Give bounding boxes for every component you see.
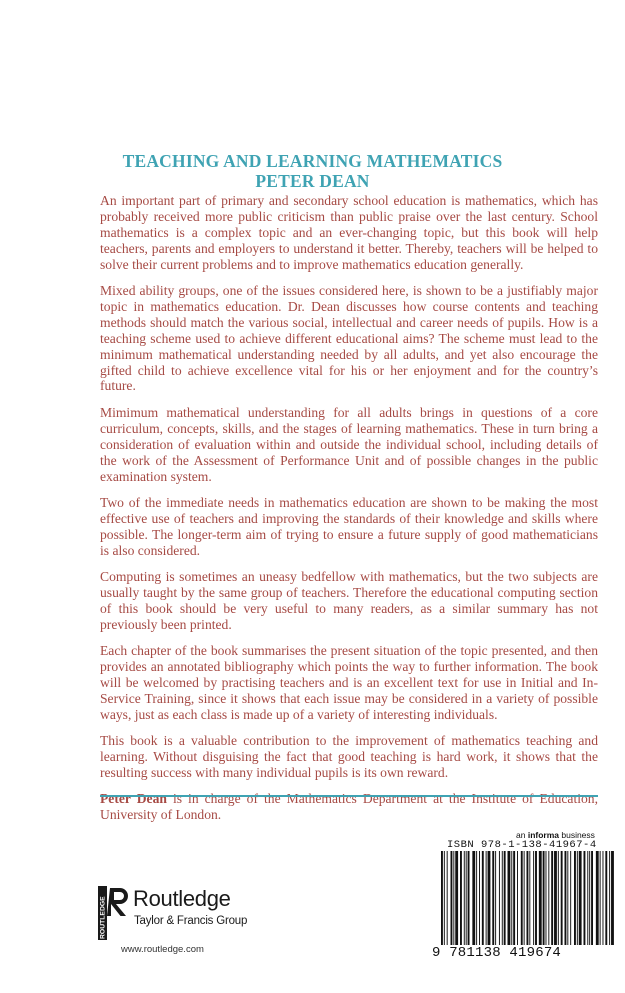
routledge-vertical-wordmark: ROUTLEDGE — [99, 896, 107, 939]
barcode-number: 9 781138 419674 — [432, 945, 622, 961]
isbn-label: ISBN 978-1-138-41967-4 — [447, 839, 597, 851]
author-bio-text: is in charge of the Mathematics Department at the Institute of Education, University of London. — [100, 791, 598, 823]
blurb-paragraph: Mimimum mathematical understanding for all adults brings in questions of a core curriculum, concepts, skills, and the stages of learning mathematics. These in turn bring a consideration of evaluation within and outside the individual school, including details of the work of the Assessment of Performance Unit and of possible changes in the public examination system. — [100, 404, 598, 484]
book-author: PETER DEAN — [255, 171, 370, 191]
blurb-paragraph: Computing is sometimes an uneasy bedfellow with mathematics, but the two subjects are usually taught by the same group of teachers. Therefore the educational computing section of this book should be very useful to many readers, as a similar summary has not previously been printed. — [100, 569, 598, 632]
blurb-paragraph: Each chapter of the book summarises the present situation of the topic presented, and then provides an annotated bibliography which points the way to further information. The book will be welcomed by practising teachers and is an excellent text for use in Initial and In-Service Training, since it shows that each issue may be considered in a variety of possible ways, just as each class is made up of a variety of interesting individuals. — [100, 643, 598, 722]
routledge-logo-icon — [97, 885, 129, 941]
book-title: TEACHING AND LEARNING MATHEMATICS — [122, 151, 503, 171]
publisher-group: Taylor & Francis Group — [134, 915, 248, 927]
blurb-paragraph: An important part of primary and secondary school education is mathematics, which has probably received more public criticism than public praise over the last century. School mathematics is a complex topic and an ever-changing topic, but this book will help teachers, parents and employers to understand it better. Thereby, teachers will be helped to solve their current problems and to improve mathematics education generally. — [100, 193, 598, 272]
informa-suffix: business — [559, 830, 595, 840]
blurb-paragraph: This book is a valuable contribution to the improvement of mathematics teaching and learning. Without disguising the fact that good teaching is hard work, it shows that the resulting success with many individual pupils is its own reward. — [100, 733, 598, 780]
publisher-url[interactable]: www.routledge.com — [121, 944, 204, 955]
blurb — [100, 193, 598, 834]
informa-word: informa — [527, 830, 559, 840]
informa-prefix: an — [516, 830, 528, 840]
publisher-name: Routledge — [133, 886, 231, 911]
blurb-paragraph: Two of the immediate needs in mathematics education are shown to be making the most effective use of teachers and improving the standards of their knowledge and skills where possible. The longer-term aim of trying to ensure a future supply of good mathematicians is also considered. — [100, 494, 598, 558]
divider-rule — [100, 795, 598, 797]
author-bio-name: Peter Dean — [100, 791, 167, 807]
blurb-paragraph: Mixed ability groups, one of the issues considered here, is shown to be a justifiably major topic in mathematics education. Dr. Dean discusses how course contents and teaching methods should match the various social, intellectual and career needs of pupils. How is a teaching scheme used to achieve different educational aims? The scheme must lead to the minimum mathematical understanding needed by all adults, and yet also encourage the gifted child to achieve excellence vital for his or her enjoyment and for the country’s future. — [100, 283, 598, 394]
barcode-icon — [439, 851, 617, 955]
